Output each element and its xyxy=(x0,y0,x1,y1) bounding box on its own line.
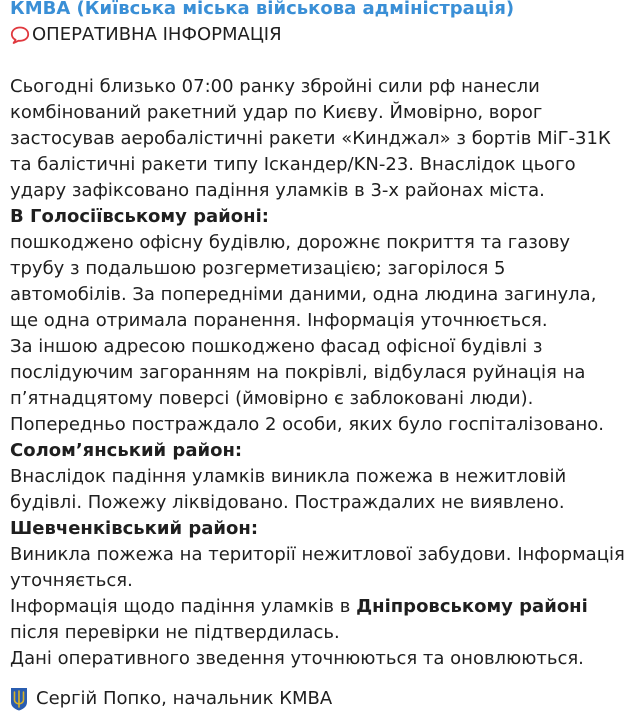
signature-line xyxy=(10,686,626,712)
holosiivskyi-text-3: Попередньо постраждало 2 особи, яких було госпіталізовано. xyxy=(10,414,604,435)
solomianskyi-text: Внаслідок падіння уламків виникла пожежа в нежитловій будівлі. Пожежу ліквідовано. Постраждалих не виявлено. xyxy=(10,466,567,513)
intro-paragraph: Сьогодні близько 07:00 ранку збройні сили рф нанесли комбінований ракетний удар по Києву. Ймовірно, ворог застосував аеробалістичні ракети «Кинджал» з бортів МіГ-31К та балістичні ракети типу Іскандер/KN-23. Внаслідок цього удару зафіксовано падіння уламків в 3-х районах міста. xyxy=(10,76,611,201)
holosiivskyi-text-1: пошкоджено офісну будівлю, дорожнє покриття та газову трубу з подальшою розгерметизацією; загорілося 5 автомобілів. За попередніми даними, одна людина загинула, ще одна отримала поранення. Інформація уточнюється. xyxy=(10,232,597,331)
dnipro-district: Дніпровському районі xyxy=(356,596,588,617)
operational-label xyxy=(10,22,626,48)
channel-title[interactable]: КМВА (Київська міська військова адміністрація) xyxy=(10,0,515,19)
solomianskyi-heading: Солом’янський район: xyxy=(10,440,243,461)
dnipro-text-before: Інформація щодо падіння уламків в xyxy=(10,596,357,617)
shevchenkivskyi-heading: Шевченківський район: xyxy=(10,518,259,539)
blank-line xyxy=(10,48,626,74)
shevchenkivskyi-text: Виникла пожежа на території нежитлової забудови. Інформація уточняється. xyxy=(10,544,625,591)
holosiivskyi-heading: В Голосіївському районі: xyxy=(10,206,269,227)
trident-icon xyxy=(10,687,28,711)
speech-balloon-icon xyxy=(10,25,30,45)
operational-label-text: ОПЕРАТИВНА ІНФОРМАЦІЯ xyxy=(32,24,282,45)
dnipro-paragraph xyxy=(10,594,626,646)
dnipro-text-after: після перевірки не підтвердилась. xyxy=(10,622,340,643)
holosiivskyi-text-2: За іншою адресою пошкоджено фасад офісної будівлі з послідуючим загоранням на покрівлі, відбулася руйнація на п’ятнадцятому поверсі (ймовірно є заблоковані люди). xyxy=(10,336,586,409)
signature-text: Сергій Попко, начальник КМВА xyxy=(36,688,333,709)
closing-paragraph: Дані оперативного зведення уточнюються та оновлюються. xyxy=(10,648,584,669)
